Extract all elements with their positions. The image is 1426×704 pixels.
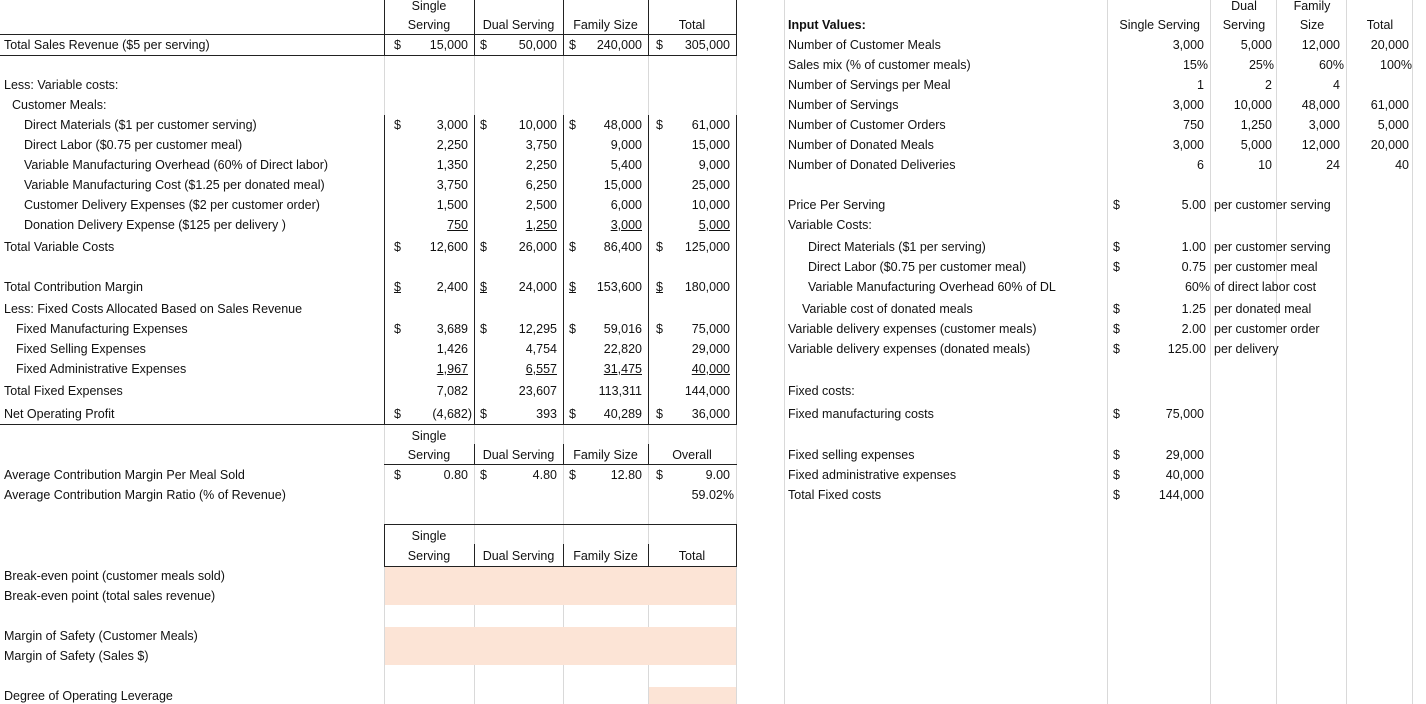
donated-cost-label: Variable cost of donated meals (802, 302, 973, 316)
tf-family[interactable]: 113,311 (598, 384, 642, 398)
tv-single[interactable]: 12,600 (429, 240, 468, 254)
label-direct-labor: Direct Labor ($0.75 per customer meal) (24, 138, 243, 152)
label-net-profit: Net Operating Profit (4, 407, 115, 421)
input-cell[interactable]: 24 (1326, 158, 1340, 172)
price-label: Price Per Serving (788, 198, 886, 212)
dc-cost-label: Variable delivery expenses (customer meals) (788, 322, 1037, 336)
label-fixed-admin: Fixed Administrative Expenses (16, 362, 187, 376)
input-values-title: Input Values: (788, 18, 866, 32)
fs-family[interactable]: 22,820 (603, 342, 642, 356)
input-cell[interactable]: 25% (1248, 58, 1274, 72)
fs-single[interactable]: 1,426 (436, 342, 468, 356)
dollar-sign: $ (1113, 407, 1120, 421)
dollar-sign: $ (394, 280, 401, 294)
input-cell[interactable]: 3,000 (1172, 38, 1204, 52)
dd-single-value: 750 (447, 218, 468, 232)
input-cell[interactable]: 3,000 (1172, 138, 1204, 152)
dollar-sign: $ (656, 280, 663, 294)
dollar-sign: $ (1113, 448, 1120, 462)
dc-cost-value[interactable]: 2.00 (1181, 322, 1206, 336)
dd-cost-value[interactable]: 125.00 (1167, 342, 1206, 356)
dollar-sign: $ (569, 240, 576, 254)
dollar-sign: $ (480, 468, 487, 482)
fa-total[interactable] (664, 361, 730, 377)
vo-cost-value[interactable]: 60% (1184, 280, 1210, 294)
sales-dual[interactable]: 50,000 (518, 38, 557, 52)
rh-dual-top: Dual (1231, 0, 1257, 13)
dc-cost-unit: per customer order (1214, 322, 1320, 336)
vmc-single[interactable]: 3,750 (436, 178, 468, 192)
dollar-sign: $ (656, 407, 663, 421)
avg-cm-dual[interactable]: 4.80 (532, 468, 557, 482)
avg-cm-family[interactable]: 12.80 (610, 468, 642, 482)
fixed-admin-value[interactable]: 40,000 (1165, 468, 1204, 482)
donated-cost-unit: per donated meal (1214, 302, 1312, 316)
fa-total-value: 40,000 (691, 362, 730, 376)
dollar-sign: $ (480, 118, 487, 132)
input-cell[interactable]: 61,000 (1370, 98, 1409, 112)
header-single-bottom: Serving (407, 18, 451, 32)
dollar-sign: $ (656, 240, 663, 254)
dollar-sign: $ (1113, 240, 1120, 254)
input-cell[interactable]: 48,000 (1301, 98, 1340, 112)
input-cell[interactable]: 15% (1182, 58, 1208, 72)
tf-total[interactable]: 144,000 (684, 384, 730, 398)
tf-single[interactable]: 7,082 (436, 384, 468, 398)
header-family: Family Size (573, 18, 638, 32)
vmc-total[interactable]: 25,000 (691, 178, 730, 192)
dollar-sign: $ (480, 322, 487, 336)
rh-dual-bottom: Serving (1222, 18, 1266, 32)
label-less-variable: Less: Variable costs: (4, 78, 119, 92)
input-cell[interactable]: 10 (1258, 158, 1272, 172)
dm-cost-unit: per customer serving (1214, 240, 1331, 254)
fa-single-value: 1,967 (436, 362, 468, 376)
dl-cost-value[interactable]: 0.75 (1181, 260, 1206, 274)
dollar-sign: $ (1113, 342, 1120, 356)
input-cell[interactable]: 6 (1197, 158, 1204, 172)
fixed-mfg-value[interactable]: 75,000 (1165, 407, 1204, 421)
dollar-sign: $ (656, 38, 663, 52)
sales-single[interactable]: 15,000 (429, 38, 468, 52)
dd-total-value: 5,000 (698, 218, 730, 232)
cd-family[interactable]: 6,000 (610, 198, 642, 212)
dollar-sign: $ (569, 322, 576, 336)
dollar-sign: $ (1113, 322, 1120, 336)
tv-total[interactable]: 125,000 (684, 240, 730, 254)
variable-costs-label: Variable Costs: (788, 218, 872, 232)
input-cell[interactable]: 20,000 (1370, 138, 1409, 152)
dm-cost-label: Direct Materials ($1 per serving) (808, 240, 986, 254)
input-cell[interactable]: 3,000 (1308, 118, 1340, 132)
fm-total[interactable]: 75,000 (691, 322, 730, 336)
fixed-admin-label: Fixed administrative expenses (788, 468, 957, 482)
cm-single-value: 2,400 (436, 280, 468, 294)
header-total: Total (678, 549, 706, 563)
dollar-sign: $ (569, 280, 576, 294)
dollar-sign: $ (480, 240, 487, 254)
input-cell[interactable]: 5,000 (1240, 138, 1272, 152)
dollar-sign: $ (480, 280, 487, 294)
dollar-sign: $ (394, 468, 401, 482)
input-row-label: Number of Customer Orders (788, 118, 946, 132)
avg-cm-ratio-value[interactable]: 59.02% (691, 488, 734, 502)
header-overall: Overall (672, 448, 712, 462)
input-cell[interactable]: 60% (1318, 58, 1344, 72)
donated-cost-value[interactable]: 1.25 (1181, 302, 1206, 316)
label-direct-materials: Direct Materials ($1 per customer serving) (24, 118, 257, 132)
dollar-sign: $ (569, 118, 576, 132)
fa-family[interactable] (578, 361, 642, 377)
label-var-mfg-overhead: Variable Manufacturing Overhead (60% of Direct labor) (24, 158, 329, 172)
label-mos-meals: Margin of Safety (Customer Meals) (4, 629, 198, 643)
input-cells-margin-of-safety[interactable] (385, 627, 736, 665)
fm-family[interactable]: 59,016 (603, 322, 642, 336)
dl-total[interactable]: 15,000 (691, 138, 730, 152)
input-cell[interactable]: 750 (1183, 118, 1204, 132)
input-row-label: Number of Customer Meals (788, 38, 941, 52)
dd-dual-value: 1,250 (525, 218, 557, 232)
input-cells-break-even[interactable] (385, 567, 736, 605)
fa-dual[interactable] (490, 361, 557, 377)
input-cell[interactable]: 5,000 (1377, 118, 1409, 132)
fa-dual-value: 6,557 (525, 362, 557, 376)
total-fixed-value[interactable]: 144,000 (1158, 488, 1204, 502)
cm-family[interactable] (569, 279, 642, 295)
label-contribution-margin: Total Contribution Margin (4, 280, 143, 294)
dollar-sign: $ (1113, 198, 1120, 212)
label-fixed-selling: Fixed Selling Expenses (16, 342, 146, 356)
rh-total: Total (1366, 18, 1394, 32)
fa-family-value: 31,475 (603, 362, 642, 376)
input-cell[interactable]: 20,000 (1370, 38, 1409, 52)
dollar-sign: $ (569, 38, 576, 52)
label-donation-delivery: Donation Delivery Expense ($125 per delivery ) (24, 218, 286, 232)
dollar-sign: $ (394, 240, 401, 254)
vmo-dual[interactable]: 2,250 (525, 158, 557, 172)
dollar-sign: $ (480, 38, 487, 52)
input-cell[interactable]: 10,000 (1233, 98, 1272, 112)
header-single-top: Single (411, 0, 447, 13)
label-fixed-mfg: Fixed Manufacturing Expenses (16, 322, 188, 336)
dollar-sign: $ (656, 322, 663, 336)
np-family[interactable]: 40,289 (603, 407, 642, 421)
input-row-label: Number of Donated Meals (788, 138, 934, 152)
input-cell[interactable]: 1 (1197, 78, 1204, 92)
input-cell[interactable]: 1,250 (1240, 118, 1272, 132)
cm-dual-value: 24,000 (518, 280, 557, 294)
input-row-label: Number of Servings (788, 98, 899, 112)
avg-cm-single[interactable]: 0.80 (443, 468, 468, 482)
dl-dual[interactable]: 3,750 (525, 138, 557, 152)
dm-single[interactable]: 3,000 (436, 118, 468, 132)
cm-dual[interactable] (480, 279, 557, 295)
label-customer-meals: Customer Meals: (12, 98, 107, 112)
dd-family-value: 3,000 (610, 218, 642, 232)
label-avg-cm-ratio: Average Contribution Margin Ratio (% of Revenue) (4, 488, 286, 502)
header-family: Family Size (573, 549, 638, 563)
dollar-sign: $ (394, 322, 401, 336)
header-single-top: Single (411, 529, 447, 543)
header-total: Total (678, 18, 706, 32)
fs-dual[interactable]: 4,754 (525, 342, 557, 356)
dollar-sign: $ (480, 407, 487, 421)
input-cell[interactable]: 100% (1380, 58, 1412, 72)
header-single-top: Single (411, 429, 447, 443)
label-mos-sales: Margin of Safety (Sales $) (4, 649, 149, 663)
avg-cm-overall[interactable]: 9.00 (705, 468, 730, 482)
input-cell[interactable]: 12,000 (1301, 38, 1340, 52)
header-single-bottom: Serving (407, 549, 451, 563)
cm-total[interactable] (656, 279, 730, 295)
dollar-sign: $ (1113, 468, 1120, 482)
dollar-sign: $ (656, 118, 663, 132)
dd-dual[interactable] (490, 217, 557, 233)
rh-family-top: Family (1293, 0, 1331, 13)
cm-single[interactable] (394, 279, 468, 295)
input-cell-dol[interactable] (649, 687, 736, 704)
dollar-sign: $ (569, 468, 576, 482)
vmo-single[interactable]: 1,350 (436, 158, 468, 172)
dollar-sign: $ (1113, 488, 1120, 502)
tf-dual[interactable]: 23,607 (518, 384, 557, 398)
dm-cost-value[interactable]: 1.00 (1181, 240, 1206, 254)
label-total-fixed: Total Fixed Expenses (4, 384, 123, 398)
tv-family[interactable]: 86,400 (603, 240, 642, 254)
np-dual[interactable]: 393 (536, 407, 557, 421)
header-family: Family Size (573, 448, 638, 462)
dm-total[interactable]: 61,000 (691, 118, 730, 132)
input-cell[interactable]: 40 (1395, 158, 1409, 172)
dl-single[interactable]: 2,250 (436, 138, 468, 152)
dm-dual[interactable]: 10,000 (518, 118, 557, 132)
vmo-total[interactable]: 9,000 (698, 158, 730, 172)
label-be-revenue: Break-even point (total sales revenue) (4, 589, 216, 603)
dd-cost-label: Variable delivery expenses (donated meals) (788, 342, 1031, 356)
input-cell[interactable]: 2 (1265, 78, 1272, 92)
dollar-sign: $ (394, 118, 401, 132)
label-total-variable: Total Variable Costs (4, 240, 115, 254)
dl-cost-label: Direct Labor ($0.75 per customer meal) (808, 260, 1027, 274)
cm-total-value: 180,000 (684, 280, 730, 294)
np-single[interactable]: (4,682) (432, 407, 472, 421)
sales-family[interactable]: 240,000 (596, 38, 642, 52)
label-cust-delivery: Customer Delivery Expenses ($2 per customer order) (24, 198, 320, 212)
header-dual: Dual Serving (482, 448, 555, 462)
vmc-dual[interactable]: 6,250 (525, 178, 557, 192)
rh-family-bottom: Size (1299, 18, 1325, 32)
header-dual: Dual Serving (482, 18, 555, 32)
dollar-sign: $ (656, 468, 663, 482)
dd-cost-unit: per delivery (1214, 342, 1279, 356)
vo-cost-label: Variable Manufacturing Overhead 60% of DL (808, 280, 1056, 294)
fm-dual[interactable]: 12,295 (518, 322, 557, 336)
label-var-mfg-cost: Variable Manufacturing Cost ($1.25 per donated meal) (24, 178, 325, 192)
np-total[interactable]: 36,000 (691, 407, 730, 421)
label-avg-cm: Average Contribution Margin Per Meal Sold (4, 468, 245, 482)
rh-single: Single Serving (1119, 18, 1200, 32)
tv-dual[interactable]: 26,000 (518, 240, 557, 254)
cd-single[interactable]: 1,500 (436, 198, 468, 212)
vo-cost-unit: of direct labor cost (1214, 280, 1317, 294)
dollar-sign: $ (394, 407, 401, 421)
cd-total[interactable]: 10,000 (691, 198, 730, 212)
vmc-family[interactable]: 15,000 (603, 178, 642, 192)
fs-total[interactable]: 29,000 (691, 342, 730, 356)
cd-dual[interactable]: 2,500 (525, 198, 557, 212)
label-total-sales: Total Sales Revenue ($5 per serving) (4, 38, 210, 52)
input-row-label: Number of Donated Deliveries (788, 158, 956, 172)
dm-family[interactable]: 48,000 (603, 118, 642, 132)
fm-single[interactable]: 3,689 (436, 322, 468, 336)
dd-single[interactable] (400, 217, 468, 233)
header-single-bottom: Serving (407, 448, 451, 462)
input-cell[interactable]: 3,000 (1172, 98, 1204, 112)
input-row-label: Number of Servings per Meal (788, 78, 951, 92)
dd-family[interactable] (578, 217, 642, 233)
fixed-selling-label: Fixed selling expenses (788, 448, 915, 462)
dl-family[interactable]: 9,000 (610, 138, 642, 152)
label-be-meals: Break-even point (customer meals sold) (4, 569, 225, 583)
dd-total[interactable] (664, 217, 730, 233)
vmo-family[interactable]: 5,400 (610, 158, 642, 172)
fixed-costs-label: Fixed costs: (788, 384, 855, 398)
input-row-label: Sales mix (% of customer meals) (788, 58, 971, 72)
dollar-sign: $ (569, 407, 576, 421)
fa-single[interactable] (400, 361, 468, 377)
price-unit: per customer serving (1214, 198, 1331, 212)
label-less-fixed: Less: Fixed Costs Allocated Based on Sales Revenue (4, 302, 303, 316)
label-dol: Degree of Operating Leverage (4, 689, 173, 703)
cm-family-value: 153,600 (596, 280, 642, 294)
fixed-mfg-label: Fixed manufacturing costs (788, 407, 934, 421)
price-value[interactable]: 5.00 (1181, 198, 1206, 212)
dollar-sign: $ (394, 38, 401, 52)
dl-cost-unit: per customer meal (1214, 260, 1318, 274)
header-dual: Dual Serving (482, 549, 555, 563)
input-cell[interactable]: 5,000 (1240, 38, 1272, 52)
sales-total[interactable]: 305,000 (684, 38, 730, 52)
fixed-selling-value[interactable]: 29,000 (1165, 448, 1204, 462)
input-cell[interactable]: 12,000 (1301, 138, 1340, 152)
total-fixed-label: Total Fixed costs (788, 488, 882, 502)
dollar-sign: $ (1113, 302, 1120, 316)
dollar-sign: $ (1113, 260, 1120, 274)
input-cell[interactable]: 4 (1333, 78, 1340, 92)
